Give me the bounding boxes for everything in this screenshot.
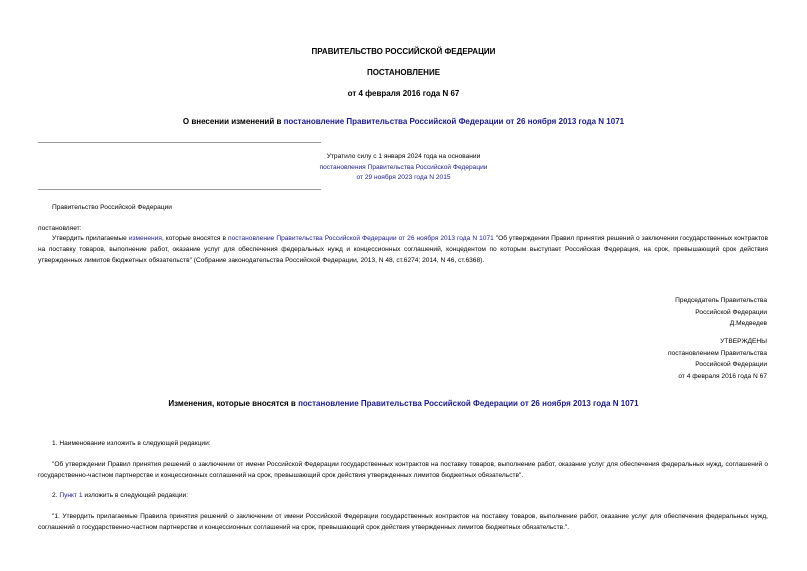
change-item-1-quote: "Об утверждении Правил принятия решений о заключении от имени Российской Федерации государственных контрактов на поставку товаров, выполнение работ, оказание услуг для обеспечения федеральных нужд, соглашений о государственно-частном партнерстве и концессионных соглашений на срок, превышающий срок действия утвержденных лимитов бюджетных обязательств". xyxy=(38,461,768,479)
change-item-2-quote: "1. Утвердить прилагаемые Правила принятия решений о заключении от имени Российской Федерации государственных контрактов на поставку товаров, выполнение работ, оказание услуг для обеспечения федеральных нужд, соглашений о государственно-частном партнерстве и концессионных соглашений на срок, превышающий срок действия утвержденных лимитов бюджетных обязательств.". xyxy=(38,513,768,531)
approve-paragraph xyxy=(38,233,768,266)
signature-name: Д.Медведев xyxy=(729,320,767,327)
signature-block xyxy=(675,295,767,330)
doc-title-prefix: О внесении изменений в xyxy=(182,117,284,126)
expired-note-line1: Утратило силу с 1 января 2024 года на основании xyxy=(326,153,481,160)
approve-link-decree[interactable]: постановление Правительства Российской Федерации от 26 ноября 2013 года N 1071 xyxy=(228,235,494,242)
doc-title xyxy=(0,116,807,127)
decrees-line: постановляет: xyxy=(38,225,82,232)
doc-date-number: от 4 февраля 2016 года N 67 xyxy=(347,89,460,98)
approved-line-4: от 4 февраля 2016 года N 67 xyxy=(678,372,767,380)
expired-note-link2[interactable]: от 29 ноября 2023 года N 2015 xyxy=(356,174,451,181)
changes-title-link[interactable]: постановление Правительства Российской Федерации от 26 ноября 2013 года N 1071 xyxy=(298,399,639,408)
doc-type-heading: ПОСТАНОВЛЕНИЕ xyxy=(366,68,441,77)
change-item-2-prefix: 2. xyxy=(52,492,60,499)
approved-block xyxy=(668,336,767,382)
approve-link-changes[interactable]: изменения xyxy=(128,235,162,242)
changes-title-prefix: Изменения, которые вносятся в xyxy=(168,399,299,408)
signature-position-1: Председатель Правительства xyxy=(675,297,767,304)
government-line: Правительство Российской Федерации xyxy=(52,204,172,211)
approved-line-1: УТВЕРЖДЕНЫ xyxy=(720,338,767,345)
authority-heading: ПРАВИТЕЛЬСТВО РОССИЙСКОЙ ФЕДЕРАЦИИ xyxy=(311,47,496,56)
expired-note-link1[interactable]: постановления Правительства Российской Федерации xyxy=(319,163,488,171)
change-item-2-suffix: изложить в следующей редакции: xyxy=(82,492,189,499)
expired-note xyxy=(0,152,807,184)
change-item-2 xyxy=(52,491,188,500)
doc-title-link[interactable]: постановление Правительства Российской Федерации от 26 ноября 2013 года N 1071 xyxy=(283,117,625,126)
change-item-1: 1. Наименование изложить в следующей редакции: xyxy=(52,440,211,447)
approve-text-3: "Об утверждении Правил принятия решений о заключении государственных контрактов на поставку товаров, выполнение работ, оказание услуг для обеспечения федеральных нужд и концессионных соглашений, концедентом по которым выступает Российская Федерация, на срок, превышающий срок действия утвержденных лимитов бюджетных обязательств" (Собрание законодательства Российской Федерации, 2013, N 48, ст.6274; 2014, N 46, ст.6368). xyxy=(38,235,768,264)
approve-text-2: , которые вносятся в xyxy=(161,235,228,242)
approved-line-2: постановлением Правительства xyxy=(667,349,767,357)
bottom-rule xyxy=(38,189,321,190)
changes-title xyxy=(0,398,807,409)
approved-line-3: Российской Федерации xyxy=(695,361,767,368)
top-rule xyxy=(38,142,321,143)
approve-text-1: Утвердить прилагаемые xyxy=(52,235,129,242)
signature-position-2: Российской Федерации xyxy=(695,308,767,316)
change-item-2-link[interactable]: Пункт 1 xyxy=(59,492,83,499)
